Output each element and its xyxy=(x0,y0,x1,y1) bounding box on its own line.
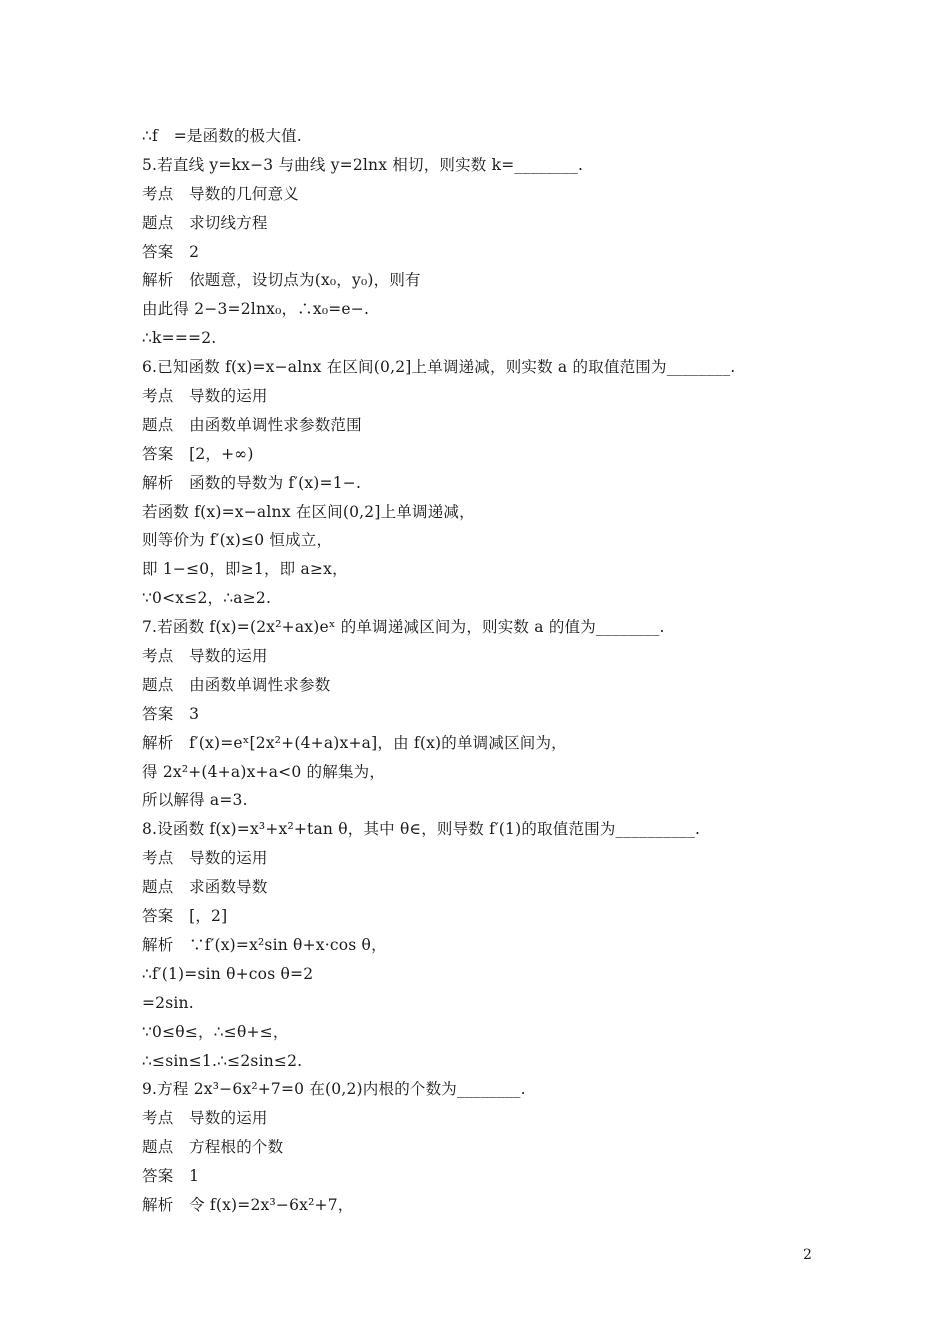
document-body xyxy=(142,122,822,1220)
text-line: 解析 ∵f′(x)=x²sin θ+x·cos θ， xyxy=(142,935,387,954)
answer-line: 答案 3 xyxy=(142,704,200,723)
page-number: 2 xyxy=(803,1247,812,1263)
text-line: 解析 f′(x)=eˣ[2x²+(4+a)x+a]，由 f(x)的单调减区间为， xyxy=(142,733,567,752)
text-line: 题点 求切线方程 xyxy=(142,213,268,232)
text-line: 考点 导数的几何意义 xyxy=(142,184,300,203)
text-line: 考点 导数的运用 xyxy=(142,1109,268,1128)
text-line: 得 2x²+(4+a)x+a<0 的解集为， xyxy=(142,762,386,781)
text-line: 即 1−≤0，即≥1，即 a≥x， xyxy=(142,560,348,579)
question-5: 5.若直线 y=kx−3 与曲线 y=2lnx 相切，则实数 k=________. xyxy=(142,155,584,174)
text-line: ∵0≤θ≤，∴≤θ+≤， xyxy=(142,1022,289,1041)
answer-line: 答案 2 xyxy=(142,242,200,261)
text-line: 解析 令 f(x)=2x³−6x²+7， xyxy=(142,1195,354,1214)
text-line: 由此得 2−3=2lnx₀，∴x₀=e−. xyxy=(142,300,370,319)
text-line: 考点 导数的运用 xyxy=(142,647,268,666)
text-line: 若函数 f(x)=x−alnx 在区间(0,2]上单调递减， xyxy=(142,502,475,521)
text-line: 考点 导数的运用 xyxy=(142,849,268,868)
question-8: 8.设函数 f(x)=x³+x²+tan θ，其中 θ∈，则导数 f′(1)的取值范围为__________. xyxy=(142,820,701,839)
text-line: 考点 导数的运用 xyxy=(142,387,268,406)
text-line: 解析 函数的导数为 f′(x)=1−. xyxy=(142,473,362,492)
text-line: =2sin. xyxy=(142,993,194,1012)
text-line: ∴≤sin≤1.∴≤2sin≤2. xyxy=(142,1051,303,1070)
answer-line: 答案 [，2] xyxy=(142,907,228,926)
text-line: 则等价为 f′(x)≤0 恒成立， xyxy=(142,531,333,550)
text-line: 题点 求函数导数 xyxy=(142,878,268,897)
answer-line: 答案 [2，+∞) xyxy=(142,444,254,463)
answer-line: 答案 1 xyxy=(142,1167,200,1186)
text-line: 所以解得 a=3. xyxy=(142,791,248,810)
question-7: 7.若函数 f(x)=(2x²+ax)eˣ 的单调递减区间为，则实数 a 的值为________. xyxy=(142,618,665,637)
text-line: 解析 依题意，设切点为(x₀，y₀)，则有 xyxy=(142,271,421,290)
text-line: ∴f′(1)=sin θ+cos θ=2 xyxy=(142,964,314,983)
text-line: ∴f =是函数的极大值. xyxy=(142,127,302,145)
question-6: 6.已知函数 f(x)=x−alnx 在区间(0,2]上单调递减，则实数 a 的取值范围为________. xyxy=(142,358,736,377)
text-line: 题点 由函数单调性求参数 xyxy=(142,675,331,694)
text-line: 题点 由函数单调性求参数范围 xyxy=(142,415,362,434)
text-line: ∴k===2. xyxy=(142,329,217,348)
question-9: 9.方程 2x³−6x²+7=0 在(0,2)内根的个数为________. xyxy=(142,1080,526,1099)
text-line: ∵0<x≤2，∴a≥2. xyxy=(142,589,272,608)
text-line: 题点 方程根的个数 xyxy=(142,1138,284,1157)
